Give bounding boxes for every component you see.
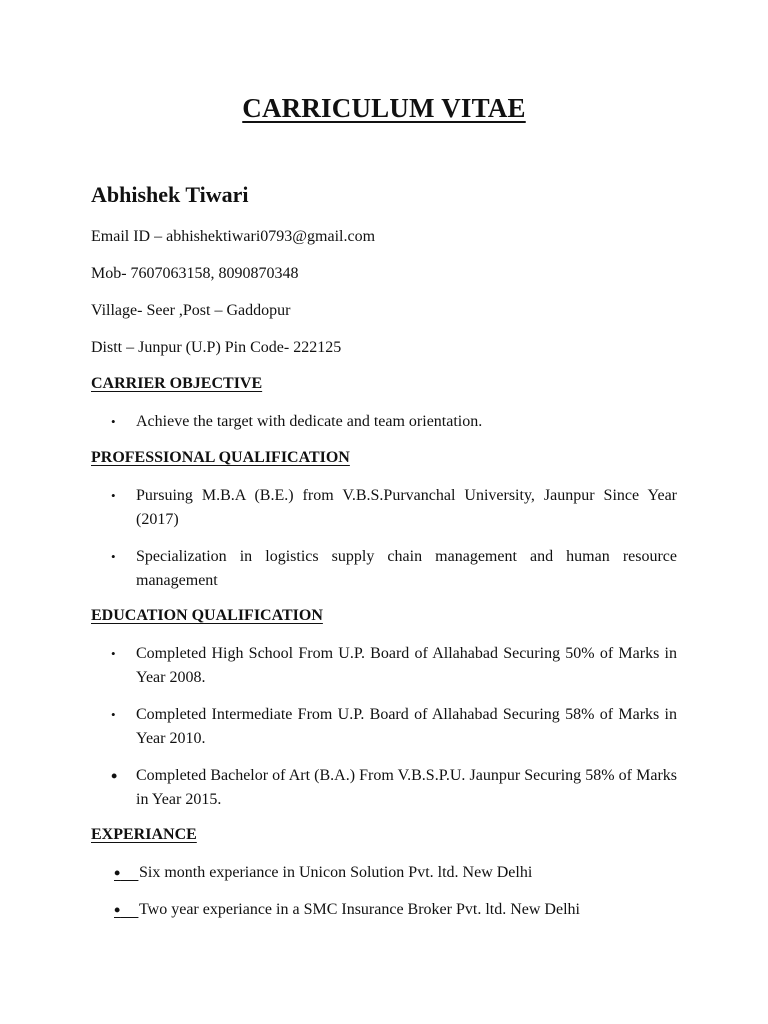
mobile-line: Mob- 7607063158, 8090870348 [91,265,299,282]
candidate-name: Abhishek Tiwari [91,182,249,207]
professional-item-text: Specialization in logistics supply chain management and human resource management [136,548,677,589]
experience-item-text: Six month experiance in Unicon Solution Pvt. ltd. New Delhi [139,864,533,881]
bullet-icon: • [111,414,116,429]
education-item-text: Completed Bachelor of Art (B.A.) From V.B.S.P.U. Jaunpur Securing 58% of Marks in Year 2015. [136,767,677,808]
objective-heading: CARRIER OBJECTIVE [91,375,263,392]
list-item [111,764,677,812]
professional-heading: PROFESSIONAL QUALIFICATION [91,449,350,466]
education-item-text: Completed High School From U.P. Board of Allahabad Securing 50% of Marks in Year 2008. [136,645,677,686]
list-item [111,484,677,532]
list-item [111,861,677,885]
list-item [111,642,677,690]
bullet-icon: • [111,646,116,661]
village-line: Village- Seer ,Post – Gaddopur [91,302,291,319]
bullet-icon: • [114,900,121,920]
bullet-icon: • [111,488,116,503]
objective-item-text: Achieve the target with dedicate and team orientation. [136,413,483,430]
list-item [111,410,677,434]
education-heading: EDUCATION QUALIFICATION [91,607,323,624]
list-item [111,898,677,922]
bullet-icon: • [111,549,116,564]
bullet-icon: • [111,707,116,722]
list-item [111,703,677,751]
experience-item-text: Two year experiance in a SMC Insurance Broker Pvt. ltd. New Delhi [139,901,580,918]
experience-heading: EXPERIANCE [91,826,197,843]
bullet-icon: • [114,863,121,883]
education-item-text: Completed Intermediate From U.P. Board of Allahabad Securing 58% of Marks in Year 2010. [136,706,677,747]
district-line: Distt – Junpur (U.P) Pin Code- 222125 [91,339,342,356]
document-title: CARRICULUM VITAE [242,93,526,123]
bullet-icon: • [111,766,118,786]
list-item [111,545,677,593]
professional-item-text: Pursuing M.B.A (B.E.) from V.B.S.Purvanchal University, Jaunpur Since Year (2017) [136,487,677,528]
email-line: Email ID – abhishektiwari0793@gmail.com [91,228,376,245]
